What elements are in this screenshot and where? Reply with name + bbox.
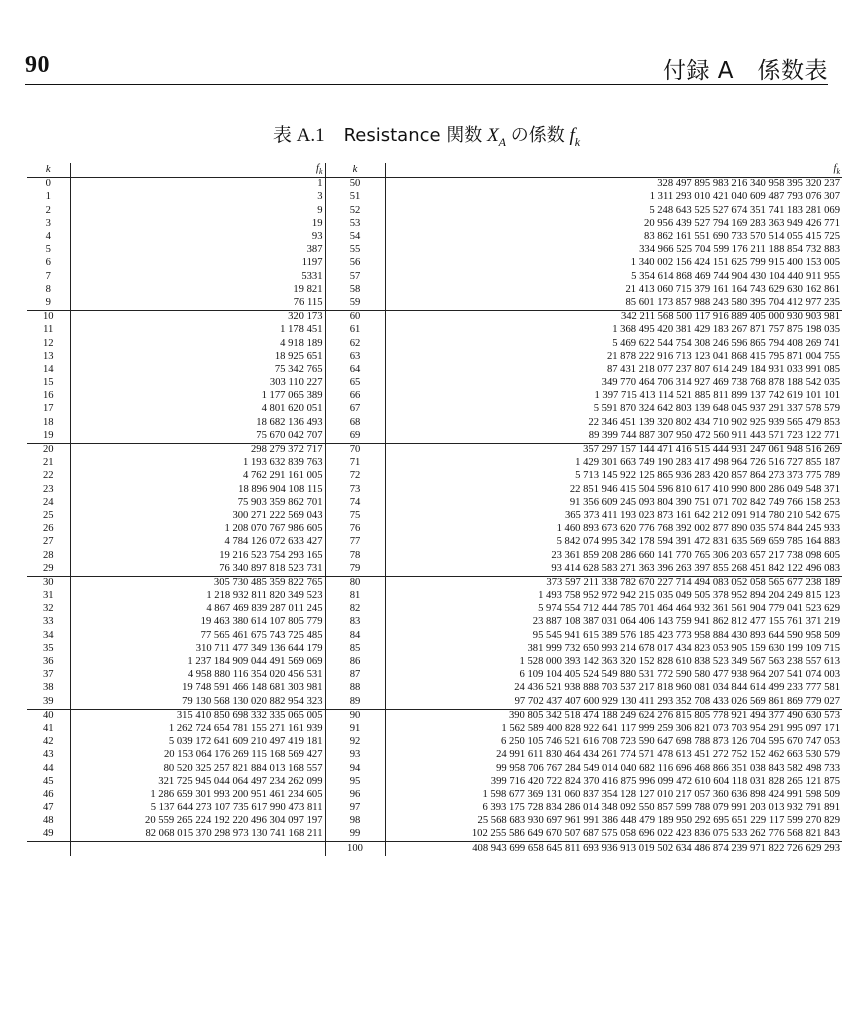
f-cell: 1 429 301 663 749 190 283 417 498 964 726 516 727 855 187: [575, 457, 840, 469]
caption-title-before: Resistance 関数: [343, 125, 483, 146]
f-cell: 1 286 659 301 993 200 951 461 234 605: [70, 789, 325, 802]
table-row: [27, 523, 842, 536]
table-row: [27, 470, 842, 483]
f-cell: 22 851 946 415 504 596 810 617 410 990 800 286 049 548 371: [569, 483, 840, 495]
k-cell: 52: [325, 204, 385, 217]
f-cell: 3: [70, 191, 325, 204]
f-cell: 75 342 765: [70, 364, 325, 377]
f-cell: 6 250 105 746 521 616 708 723 590 647 698 788 873 126 704 595 670 747 053: [501, 736, 840, 748]
f-cell: 5 974 554 712 444 785 701 464 464 932 361 561 904 779 041 523 629: [538, 603, 840, 615]
header-rule: [25, 84, 828, 85]
f-cell: 82 068 015 370 298 973 130 741 168 211: [70, 828, 325, 842]
f-cell: 1 311 293 010 421 040 609 487 793 076 307: [649, 191, 840, 203]
f-cell: 95 545 941 615 389 576 185 423 773 958 884 430 893 644 590 958 509: [532, 629, 840, 641]
k-cell: 28: [27, 549, 70, 562]
k-cell: 23: [27, 483, 70, 496]
k-cell: 8: [27, 284, 70, 297]
k-cell: 46: [27, 789, 70, 802]
k-cell: 79: [325, 562, 385, 576]
k-cell: 47: [27, 802, 70, 815]
f-cell: 349 770 464 706 314 927 469 738 768 878 188 542 035: [601, 377, 840, 389]
k-cell: 41: [27, 723, 70, 736]
f-cell: 5 137 644 273 107 735 617 990 473 811: [70, 802, 325, 815]
f-cell: 6 393 175 728 834 286 014 348 092 550 857 599 788 079 991 203 013 932 791 891: [482, 802, 840, 814]
f-cell: 1 528 000 393 142 363 320 152 828 610 838 523 349 567 563 238 557 613: [519, 656, 840, 668]
k-cell: 71: [325, 457, 385, 470]
table-row: [27, 682, 842, 695]
f-cell: 300 271 222 569 043: [70, 510, 325, 523]
table-row: [27, 430, 842, 444]
k-cell: 55: [325, 244, 385, 257]
k-cell: 60: [325, 310, 385, 324]
k-cell: 61: [325, 324, 385, 337]
k-cell: 99: [325, 828, 385, 842]
f-cell: 387: [70, 244, 325, 257]
table-caption: [0, 120, 853, 150]
k-cell: 19: [27, 430, 70, 444]
table-row: [27, 483, 842, 496]
f-cell-empty: [70, 842, 325, 857]
k-cell: 78: [325, 549, 385, 562]
f-cell: 315 410 850 698 332 335 065 005: [70, 709, 325, 723]
table-row: [27, 802, 842, 815]
k-cell: 31: [27, 590, 70, 603]
k-cell: 32: [27, 603, 70, 616]
k-cell: 37: [27, 669, 70, 682]
k-cell: 74: [325, 497, 385, 510]
f-cell: 321 725 945 044 064 497 234 262 099: [70, 775, 325, 788]
k-cell: 2: [27, 204, 70, 217]
coefficient-table: [27, 163, 842, 856]
table-row: [27, 709, 842, 723]
k-cell: 89: [325, 695, 385, 709]
k-cell: 81: [325, 590, 385, 603]
k-cell: 59: [325, 297, 385, 311]
k-cell: 38: [27, 682, 70, 695]
table-row: [27, 191, 842, 204]
f-cell: 20 153 064 176 269 115 168 569 427: [70, 749, 325, 762]
table-row: [27, 656, 842, 669]
k-cell: 77: [325, 536, 385, 549]
k-cell: 29: [27, 562, 70, 576]
k-cell: 50: [325, 178, 385, 192]
caption-symbol-x: $X_A$: [487, 125, 507, 149]
k-cell: 90: [325, 709, 385, 723]
f-cell: 4 958 880 116 354 020 456 531: [70, 669, 325, 682]
f-cell: 79 130 568 130 020 882 954 323: [70, 695, 325, 709]
k-cell: 87: [325, 669, 385, 682]
k-cell: 39: [27, 695, 70, 709]
f-cell: 77 565 461 675 743 725 485: [70, 629, 325, 642]
k-cell: 51: [325, 191, 385, 204]
k-cell: 40: [27, 709, 70, 723]
k-cell: 35: [27, 643, 70, 656]
f-cell: 21 413 060 715 379 161 164 743 629 630 162 861: [625, 283, 840, 295]
table-row: [27, 284, 842, 297]
k-cell: 0: [27, 178, 70, 192]
table-row: [27, 723, 842, 736]
f-cell: 80 520 325 257 821 884 013 168 557: [70, 762, 325, 775]
k-cell: 86: [325, 656, 385, 669]
table-row: [27, 762, 842, 775]
table-row: [27, 443, 842, 457]
k-cell: 16: [27, 390, 70, 403]
k-cell: 53: [325, 218, 385, 231]
page-number: 90: [25, 52, 50, 78]
k-cell: 4: [27, 231, 70, 244]
k-cell: 83: [325, 616, 385, 629]
f-cell: 4 784 126 072 633 427: [70, 536, 325, 549]
k-cell: 94: [325, 762, 385, 775]
table-row: [27, 390, 842, 403]
k-cell: 57: [325, 270, 385, 283]
table-row: [27, 629, 842, 642]
header-k-right: k: [325, 163, 385, 178]
f-cell: 18 682 136 493: [70, 416, 325, 429]
k-cell: 66: [325, 390, 385, 403]
f-cell: 19 216 523 754 293 165: [70, 549, 325, 562]
k-cell: 84: [325, 629, 385, 642]
f-cell: 18 925 651: [70, 350, 325, 363]
f-cell: 102 255 586 649 670 507 687 575 058 696 022 423 836 075 533 262 776 568 821 843: [385, 828, 842, 842]
table-row: [27, 828, 842, 842]
f-cell: 373 597 211 338 782 670 227 714 494 083 052 058 565 677 238 189: [385, 576, 842, 590]
f-cell: 334 966 525 704 599 176 211 188 854 732 883: [639, 244, 840, 256]
header-f-right: $f_k$: [833, 162, 840, 177]
f-cell: 24 436 521 938 888 703 537 217 818 960 081 034 844 614 499 233 777 581: [514, 682, 840, 694]
table-row: [27, 669, 842, 682]
table-row: [27, 749, 842, 762]
k-cell: 26: [27, 523, 70, 536]
f-cell: 6 109 104 405 524 549 880 531 772 590 580 477 938 964 207 541 074 003: [519, 669, 840, 681]
k-cell: 73: [325, 483, 385, 496]
f-cell: 19 748 591 466 148 681 303 981: [70, 682, 325, 695]
running-head: 付録 A 係数表: [662, 58, 828, 84]
k-cell: 14: [27, 364, 70, 377]
k-cell: 3: [27, 218, 70, 231]
table-row: [27, 297, 842, 311]
k-cell: 33: [27, 616, 70, 629]
f-cell: 22 346 451 139 320 802 434 710 902 925 939 565 479 853: [588, 416, 840, 428]
f-cell: 310 711 477 349 136 644 179: [70, 643, 325, 656]
f-cell: 1 598 677 369 131 060 837 354 128 127 010 217 057 360 636 898 424 991 598 509: [482, 788, 840, 800]
k-cell: 91: [325, 723, 385, 736]
table-row: [27, 324, 842, 337]
f-cell: 21 878 222 916 713 123 041 868 415 795 871 004 755: [606, 350, 840, 362]
table-row: [27, 350, 842, 363]
f-cell: 19 821: [70, 284, 325, 297]
table-row: [27, 497, 842, 510]
f-cell: 75 903 359 862 701: [70, 497, 325, 510]
k-cell: 76: [325, 523, 385, 536]
f-cell: 76 340 897 818 523 731: [70, 562, 325, 576]
f-cell: 89 399 744 887 307 950 472 560 911 443 571 723 122 771: [588, 429, 840, 441]
f-cell: 320 173: [70, 310, 325, 324]
f-cell: 5 469 622 544 754 308 246 596 865 794 408 269 741: [612, 337, 840, 349]
k-cell: 15: [27, 377, 70, 390]
f-cell: 342 211 568 500 117 916 889 405 000 930 903 981: [385, 310, 842, 324]
k-cell: 1: [27, 191, 70, 204]
k-cell: 27: [27, 536, 70, 549]
k-cell: 7: [27, 270, 70, 283]
k-cell: 45: [27, 775, 70, 788]
f-cell: 1 397 715 413 114 521 885 811 899 137 742 619 101 101: [594, 390, 840, 402]
k-cell: 100: [325, 842, 385, 857]
f-cell: 298 279 372 717: [70, 443, 325, 457]
f-cell: 19 463 380 614 107 805 779: [70, 616, 325, 629]
k-cell: 82: [325, 603, 385, 616]
k-cell: 6: [27, 257, 70, 270]
f-cell: 1 262 724 654 781 155 271 161 939: [70, 723, 325, 736]
f-cell: 4 867 469 839 287 011 245: [70, 603, 325, 616]
f-cell: 5 713 145 922 125 865 936 283 420 857 864 273 373 775 789: [575, 470, 840, 482]
f-cell: 1 237 184 909 044 491 569 069: [70, 656, 325, 669]
k-cell: 36: [27, 656, 70, 669]
k-cell: 85: [325, 643, 385, 656]
k-cell: 63: [325, 350, 385, 363]
k-cell: 44: [27, 762, 70, 775]
k-cell: 95: [325, 775, 385, 788]
table-row: [27, 416, 842, 429]
k-cell: 21: [27, 457, 70, 470]
k-cell: 34: [27, 629, 70, 642]
table-row: [27, 364, 842, 377]
f-cell: 5 842 074 995 342 178 594 391 472 831 635 569 659 785 164 883: [556, 536, 840, 548]
k-cell: 65: [325, 377, 385, 390]
caption-symbol-f: $f_k$: [569, 125, 581, 149]
k-cell: 22: [27, 470, 70, 483]
table-row: [27, 616, 842, 629]
f-cell: 4 801 620 051: [70, 403, 325, 416]
table-row: [27, 510, 842, 523]
table-row: [27, 377, 842, 390]
k-cell: 98: [325, 815, 385, 828]
table-row: [27, 590, 842, 603]
k-cell: 17: [27, 403, 70, 416]
f-cell: 390 805 342 518 474 188 249 624 276 815 805 778 921 494 377 490 630 573: [385, 709, 842, 723]
f-cell: 303 110 227: [70, 377, 325, 390]
f-cell: 99 958 706 767 284 549 014 040 682 116 696 468 866 351 038 843 582 498 733: [496, 762, 840, 774]
k-cell: 48: [27, 815, 70, 828]
caption-label: 表 A.1: [272, 125, 325, 146]
f-cell: 97 702 437 407 600 929 130 411 293 352 708 433 026 569 861 869 779 027: [514, 695, 840, 707]
table-row: [27, 310, 842, 324]
k-cell: 54: [325, 231, 385, 244]
f-cell: 20 956 439 527 794 169 283 363 949 426 771: [644, 217, 840, 229]
k-cell: 62: [325, 337, 385, 350]
f-cell: 1 208 070 767 986 605: [70, 523, 325, 536]
f-cell: 399 716 420 722 824 370 416 875 996 099 472 610 604 118 031 828 265 121 875: [490, 775, 840, 787]
k-cell: 24: [27, 497, 70, 510]
k-cell: 58: [325, 284, 385, 297]
table-row: [27, 257, 842, 270]
header-f-left: $f_k$: [70, 163, 325, 178]
k-cell: 80: [325, 576, 385, 590]
k-cell: 5: [27, 244, 70, 257]
f-cell: 9: [70, 204, 325, 217]
k-cell: 69: [325, 430, 385, 444]
table-row: [27, 643, 842, 656]
k-cell: 43: [27, 749, 70, 762]
f-cell: 76 115: [70, 297, 325, 311]
header-k-left: k: [27, 163, 70, 178]
f-cell: 20 559 265 224 192 220 496 304 097 197: [70, 815, 325, 828]
k-cell: 9: [27, 297, 70, 311]
f-cell: 93 414 628 583 271 363 396 263 397 855 268 451 842 122 496 083: [551, 562, 840, 574]
table-row: [27, 603, 842, 616]
f-cell: 365 373 411 193 023 873 161 642 212 091 914 780 210 542 675: [564, 509, 840, 521]
k-cell: 11: [27, 324, 70, 337]
f-cell: 87 431 218 077 237 807 614 249 184 931 033 991 085: [606, 363, 840, 375]
table-row: [27, 695, 842, 709]
f-cell: 1 368 495 420 381 429 183 267 871 757 875 198 035: [612, 324, 840, 336]
f-cell: 18 896 904 108 115: [70, 483, 325, 496]
table-row: [27, 549, 842, 562]
f-cell: 5 039 172 641 609 210 497 419 181: [70, 736, 325, 749]
f-cell: 1 218 932 811 820 349 523: [70, 590, 325, 603]
table-row: [27, 789, 842, 802]
k-cell: 49: [27, 828, 70, 842]
k-cell: 42: [27, 736, 70, 749]
caption-title-mid: の係数: [510, 125, 565, 146]
k-cell: 67: [325, 403, 385, 416]
f-cell: 1 340 002 156 424 151 625 799 915 400 153 005: [630, 257, 840, 269]
f-cell: 25 568 683 930 697 961 991 386 448 479 189 950 292 695 651 229 117 599 270 829: [477, 815, 840, 827]
f-cell: 1 177 065 389: [70, 390, 325, 403]
k-cell: 25: [27, 510, 70, 523]
k-cell: 20: [27, 443, 70, 457]
f-cell: 83 862 161 551 690 733 570 514 055 415 725: [644, 231, 840, 243]
table-row: [27, 536, 842, 549]
f-cell: 75 670 042 707: [70, 430, 325, 444]
table-row: [27, 337, 842, 350]
f-cell: 5 591 870 324 642 803 139 648 045 937 291 337 578 579: [593, 403, 840, 415]
table-row: [27, 178, 842, 192]
table-row: [27, 244, 842, 257]
f-cell: 328 497 895 983 216 340 958 395 320 237: [657, 178, 840, 190]
f-cell: 1 460 893 673 620 776 768 392 002 877 890 035 574 844 245 933: [556, 523, 840, 535]
table-row: [27, 576, 842, 590]
f-cell: 93: [70, 231, 325, 244]
f-cell: 85 601 173 857 988 243 580 395 704 412 977 235: [625, 296, 840, 308]
f-cell: 91 356 609 245 093 804 390 751 071 702 842 749 766 158 253: [569, 496, 840, 508]
k-cell: 72: [325, 470, 385, 483]
f-cell: 1 178 451: [70, 324, 325, 337]
f-cell: 5 354 614 868 469 744 904 430 104 440 911 955: [631, 270, 840, 282]
table-header-row: [27, 163, 842, 178]
f-cell: 4 762 291 161 005: [70, 470, 325, 483]
f-cell: 23 887 108 387 031 064 406 143 759 941 862 812 477 155 761 371 219: [532, 616, 840, 628]
k-cell: 70: [325, 443, 385, 457]
table-row: [27, 815, 842, 828]
k-cell: 64: [325, 364, 385, 377]
f-cell: 381 999 732 650 993 214 678 017 434 823 053 905 159 630 199 109 715: [527, 642, 840, 654]
table-row: [27, 270, 842, 283]
table-row: [27, 231, 842, 244]
f-cell: 19: [70, 218, 325, 231]
f-cell: 408 943 699 658 645 811 693 936 913 019 502 634 486 874 239 971 822 726 629 293: [472, 843, 840, 855]
k-cell: 96: [325, 789, 385, 802]
k-cell: 12: [27, 337, 70, 350]
table-row-extra: [27, 842, 842, 857]
table-row: [27, 403, 842, 416]
f-cell: 5 248 643 525 527 674 351 741 183 281 069: [649, 204, 840, 216]
table-row: [27, 204, 842, 217]
k-cell: 93: [325, 749, 385, 762]
k-cell: 92: [325, 736, 385, 749]
k-cell: 68: [325, 416, 385, 429]
table-row: [27, 736, 842, 749]
k-cell: 88: [325, 682, 385, 695]
k-cell-empty: [27, 842, 70, 857]
k-cell: 97: [325, 802, 385, 815]
k-cell: 13: [27, 350, 70, 363]
f-cell: 1 193 632 839 763: [70, 457, 325, 470]
k-cell: 18: [27, 416, 70, 429]
table-row: [27, 457, 842, 470]
f-cell: 1 493 758 952 972 942 215 035 049 505 378 952 894 204 249 815 123: [538, 590, 840, 602]
k-cell: 56: [325, 257, 385, 270]
k-cell: 10: [27, 310, 70, 324]
k-cell: 30: [27, 576, 70, 590]
f-cell: 4 918 189: [70, 337, 325, 350]
k-cell: 75: [325, 510, 385, 523]
f-cell: 357 297 157 144 471 416 515 444 931 247 061 948 516 269: [385, 443, 842, 457]
f-cell: 1: [70, 178, 325, 192]
f-cell: 305 730 485 359 822 765: [70, 576, 325, 590]
f-cell: 5331: [70, 270, 325, 283]
f-cell: 23 361 859 208 286 660 141 770 765 306 203 657 217 738 098 605: [551, 549, 840, 561]
f-cell: 1197: [70, 257, 325, 270]
f-cell: 1 562 589 400 828 922 641 117 999 259 306 821 073 703 954 291 995 097 171: [501, 722, 840, 734]
table-row: [27, 775, 842, 788]
table-row: [27, 218, 842, 231]
table-row: [27, 562, 842, 576]
f-cell: 24 991 611 830 464 434 261 774 571 478 613 451 272 752 152 462 663 530 579: [496, 749, 840, 761]
